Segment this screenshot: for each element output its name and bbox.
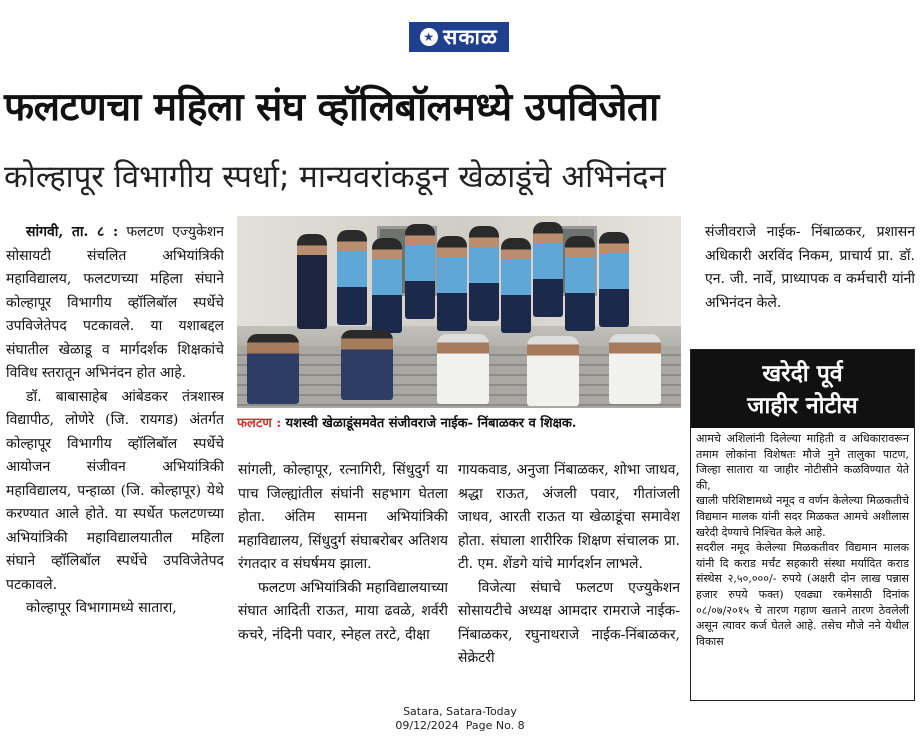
article-paragraph-6: गायकवाड, अनुजा निंबाळकर, शोभा जाधव, श्रद्धा राऊत, अंजली पवार, गीतांजली जाधव, आरती राऊत या खेळाडूंचा समावेश होता. संघाला शारीरिक शिक्षण संचालक प्रा. टी. एम. शेंडगे यांचे मार्गदर्शन लाभले. (458, 462, 680, 572)
article-paragraph-4: सांगली, कोल्हापूर, रत्नागिरी, सिंधुदुर्ग या पाच जिल्ह्यांतील संघांनी सहभाग घेतला होता. अंतिम सामना अभियांत्रिकी महाविद्यालय, सिंधुदुर्ग संघाबरोबर अतिशय रंगतदार व संघर्षमय झाला. (238, 462, 448, 572)
article-paragraph-2: डॉ. बाबासाहेब आंबेडकर तंत्रशास्त्र विद्यापीठ, लोणेरे (जि. रायगड) अंतर्गत कोल्हापूर विभागीय व्हॉलिबॉल स्पर्धेचे आयोजन संजीवन अभियांत्रिकी महाविद्यालय, पन्हाळा (जि. कोल्हापूर) येथे करण्यात आले होते. या स्पर्धेत फलटणच्या अभियांत्रिकी महाविद्यालयातील महिला संघाने व्हॉलिबॉल स्पर्धेचे उपविजेतेपद पटकावले. (6, 388, 224, 593)
notice-paragraph-1: आमचे अशिलांनी दिलेल्या माहिती व अधिकारावरून तमाम लोकांना विशेषतः मौजे नुने तालुका पाटण, जिल्हा सातारा या जाहीर नोटीसीने कळविण्यात येते की, (696, 432, 909, 492)
official-figure (247, 334, 299, 404)
article-column-2 (238, 459, 448, 701)
footer-edition: Satara, Satara-Today (403, 705, 517, 718)
player-figure (565, 236, 595, 331)
page-footer (300, 705, 620, 733)
notice-paragraph-2: खाली परिशिष्टामध्ये नमूद व वर्णन केलेल्या मिळकतीचे विद्यमान मालक यांनी सदर मिळकत आमचे अशीलास खरेदी देण्याचे निश्चित केले आहे. (696, 494, 909, 539)
team-photo (237, 216, 681, 408)
player-figure (337, 230, 367, 325)
subheadline: कोल्हापूर विभागीय स्पर्धा; मान्यवरांकडून खेळाडूंचे अभिनंदन (4, 159, 666, 195)
footer-date-page: 09/12/2024 Page No. 8 (395, 719, 525, 732)
official-figure (609, 334, 661, 404)
notice-paragraph-3: सदरील नमूद केलेल्या मिळकतीवर विद्यमान मालक यांनी दि कराड मर्चंट सहकारी संस्था मर्यादित कराड संस्थेस २,५०,०००/- रुपये (अक्षरी दोन लाख पन्नास हजार रुपये फक्त) एवढ्या रकमेसाठी दिनांक ०८/०७/२०१५ चे तारण गहाण खताने तारण ठेवलेली असून त्यावर कर्ज घेतले आहे. तसेच मौजे नने येथील विकास (696, 541, 909, 648)
logo-emblem-icon: ★ (420, 28, 438, 46)
headline: फलटणचा महिला संघ व्हॉलिबॉलमध्ये उपविजेता (4, 85, 659, 130)
official-figure (341, 330, 393, 400)
article-paragraph-1: फलटण एज्युकेशन सोसायटी संचलित अभियांत्रिकी महाविद्यालय, फलटणच्या महिला संघाने कोल्हापूर विभागीय व्हॉलिबॉल स्पर्धेचे उपविजेतेपद पटकावले. या यशाबद्दल संघातील खेळाडू व मार्गदर्शक शिक्षकांचे विविध स्तरातून अभिनंदन होत आहे. (6, 224, 224, 381)
article-paragraph-5: फलटण अभियांत्रिकी महाविद्यालयाच्या संघात आदिती राऊत, माया ढवळे, शर्वरी कचरे, नंदिनी पवार, स्नेहल तरटे, दीक्षा (238, 579, 448, 643)
logo-text: सकाळ (443, 25, 498, 49)
newspaper-logo (409, 22, 509, 52)
article-paragraph-8: संजीवराजे नाईक- निंबाळकर, प्रशासन अधिकारी अरविंद निकम, प्राचार्य प्रा. डॉ. एन. जी. नार्वे, प्राध्यापक व कर्मचारी यांनी अभिनंदन केले. (705, 224, 915, 311)
player-figure (372, 238, 402, 333)
article-column-3 (458, 459, 680, 701)
notice-heading-line-1: खरेदी पूर्व (762, 361, 843, 387)
photo-caption (237, 412, 681, 436)
article-paragraph-3: कोल्हापूर विभागामध्ये सातारा, (26, 600, 177, 616)
article-column-1 (6, 221, 224, 701)
official-figure (437, 334, 489, 404)
dateline: सांगवी, ता. ८ : (26, 224, 119, 240)
caption-text: यशस्वी खेळाडूंसमवेत संजीवराजे नाईक- निंबाळकर व शिक्षक. (281, 416, 577, 431)
player-figure (405, 224, 435, 319)
article-paragraph-7: विजेत्या संघाचे फलटण एज्युकेशन सोसायटीचे अध्यक्ष आमदार रामराजे नाईक- निंबाळकर, रघुनाथराजे नाईक-निंबाळकर, सेक्रेटरी (458, 579, 680, 666)
player-figure (533, 222, 563, 317)
notice-body (691, 428, 914, 652)
notice-heading-line-2: जाहीर नोटीस (747, 393, 858, 419)
notice-heading (691, 350, 914, 428)
player-figure (297, 234, 327, 329)
article-column-4 (705, 221, 915, 341)
official-figure (527, 336, 579, 406)
player-figure (437, 236, 467, 331)
player-figure (599, 232, 629, 327)
player-figure (501, 238, 531, 333)
public-notice-box (690, 349, 915, 701)
player-figure (469, 226, 499, 321)
caption-place: फलटण : (237, 416, 282, 431)
